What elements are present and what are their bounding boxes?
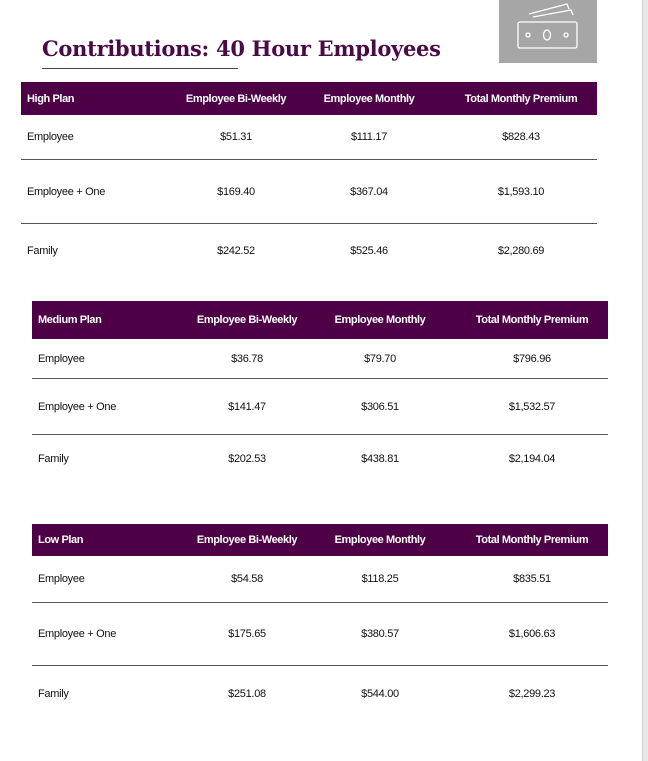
table-row [21, 115, 597, 160]
header-plan-name: Medium Plan [38, 314, 102, 326]
coverage-tier: Employee [38, 573, 85, 585]
employee-monthly: $367.04 [350, 185, 388, 198]
coverage-tier: Family [27, 245, 58, 257]
employee-biweekly: $54.58 [231, 573, 263, 585]
employee-monthly: $306.51 [361, 400, 399, 413]
coverage-tier: Employee + One [38, 400, 117, 413]
employee-biweekly: $51.31 [220, 131, 252, 143]
total-monthly-premium: $828.43 [502, 131, 540, 143]
total-monthly-premium: $2,299.23 [508, 688, 556, 700]
table-header [32, 524, 608, 556]
total-monthly-premium: $1,532.57 [508, 400, 556, 413]
coverage-tier: Employee + One [27, 185, 106, 198]
employee-biweekly: $169.40 [217, 185, 255, 198]
coverage-tier: Family [38, 452, 69, 465]
table-row [32, 556, 608, 603]
total-monthly-premium: $1,606.63 [508, 628, 556, 640]
low-plan-table [32, 524, 608, 722]
employee-monthly: $79.70 [364, 352, 396, 365]
total-monthly-premium: $796.96 [513, 352, 551, 365]
header-total-monthly-premium: Total Monthly Premium [464, 92, 578, 105]
header-employee-biweekly: Employee Bi-Weekly [185, 92, 287, 105]
total-monthly-premium: $2,194.04 [508, 452, 556, 465]
money-bill-icon [499, 0, 597, 63]
employee-biweekly: $175.65 [228, 628, 266, 640]
header-plan-name: High Plan [27, 92, 75, 105]
total-monthly-premium: $2,280.69 [497, 245, 545, 257]
employee-biweekly: $202.53 [228, 452, 266, 465]
table-row [21, 224, 597, 278]
table-row [32, 339, 608, 379]
table-row [21, 160, 597, 224]
employee-monthly: $438.81 [361, 452, 399, 465]
employee-biweekly: $251.08 [228, 688, 266, 700]
header-employee-biweekly: Employee Bi-Weekly [196, 534, 298, 546]
employee-monthly: $525.46 [350, 245, 388, 257]
header-employee-biweekly: Employee Bi-Weekly [196, 314, 298, 326]
medium-plan-table [32, 301, 608, 482]
employee-biweekly: $242.52 [217, 245, 255, 257]
employee-biweekly: $141.47 [228, 400, 266, 413]
table-row [32, 666, 608, 722]
header-total-monthly-premium: Total Monthly Premium [475, 314, 589, 326]
header-total-monthly-premium: Total Monthly Premium [475, 534, 589, 546]
coverage-tier: Employee + One [38, 628, 117, 640]
employee-monthly: $111.17 [350, 131, 388, 143]
title-underline [42, 68, 238, 69]
total-monthly-premium: $1,593.10 [497, 185, 545, 198]
header-employee-monthly: Employee Monthly [334, 534, 426, 546]
table-header [32, 301, 608, 339]
employee-biweekly: $36.78 [231, 352, 263, 365]
header-employee-monthly: Employee Monthly [323, 92, 415, 105]
high-plan-table [21, 82, 597, 278]
table-row [32, 603, 608, 666]
table-header [21, 82, 597, 115]
vertical-scrollbar[interactable] [642, 0, 648, 761]
coverage-tier: Employee [27, 131, 74, 143]
header-plan-name: Low Plan [38, 534, 84, 546]
table-row [32, 379, 608, 435]
total-monthly-premium: $835.51 [513, 573, 551, 585]
page-title: Contributions: 40 Hour Employees [42, 36, 441, 61]
table-row [32, 435, 608, 482]
employee-monthly: $118.25 [361, 573, 399, 585]
coverage-tier: Employee [38, 352, 85, 365]
employee-monthly: $544.00 [361, 688, 399, 700]
header-employee-monthly: Employee Monthly [334, 314, 426, 326]
employee-monthly: $380.57 [361, 628, 399, 640]
coverage-tier: Family [38, 688, 69, 700]
